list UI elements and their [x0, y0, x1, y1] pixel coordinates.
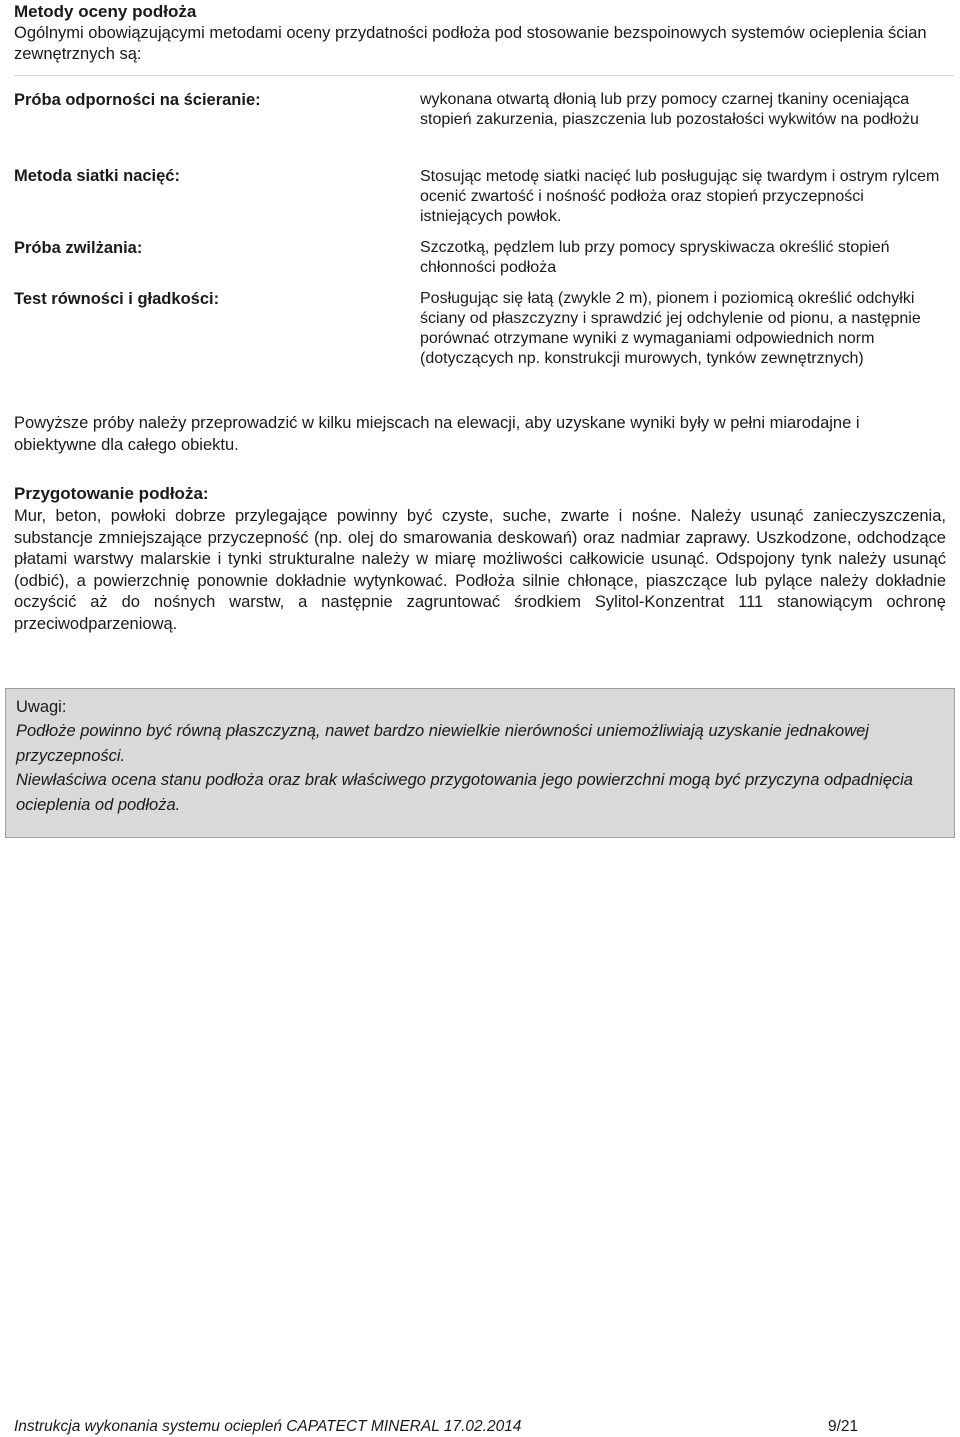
- method-label-flatness: Test równości i gładkości:: [14, 290, 220, 308]
- notes-title: Uwagi:: [16, 698, 67, 716]
- notes-box: [5, 688, 955, 838]
- section-heading: Metody oceny podłoża: [14, 2, 197, 21]
- method-description-cut-grid: Stosując metodę siatki nacięć lub posługując się twardym i ostrym rylcem ocenić zwartość i nośność podłoża oraz stopień przyczepności istniejących powłok.: [420, 168, 940, 225]
- method-description-abrasion: wykonana otwartą dłonią lub przy pomocy czarnej tkaniny oceniająca stopień zakurzenia, piaszczenia lub pozostałości wykwitów na podłożu: [420, 91, 919, 128]
- footer-document-title: Instrukcja wykonania systemu ociepleń CAPATECT MINERAL 17.02.2014: [14, 1418, 522, 1435]
- method-description-flatness: Posługując się łatą (zwykle 2 m), pionem i poziomicą określić odchyłki ściany od płaszczyzny i sprawdzić jej odchylenie od pionu, a następnie porównać otrzymane wyniki z wymaganiami odpowiednich norm (dotyczących np. konstrukcji murowych, tynków zewnętrznych): [420, 290, 921, 367]
- method-label-wetting: Próba zwilżania:: [14, 239, 143, 257]
- horizontal-divider: [14, 75, 954, 76]
- summary-paragraph: Powyższe próby należy przeprowadzić w kilku miejscach na elewacji, aby uzyskane wyniki były w pełni miarodajne i obiektywne dla całego obiektu.: [14, 414, 860, 454]
- section-intro: Ogólnymi obowiązującymi metodami oceny przydatności podłoża pod stosowanie bezspoinowych systemów ocieplenia ścian zewnętrznych są:: [14, 24, 927, 63]
- method-label-cut-grid: Metoda siatki nacięć:: [14, 167, 180, 185]
- preparation-heading: Przygotowanie podłoża:: [14, 484, 209, 503]
- footer-page-number: 9/21: [828, 1418, 859, 1435]
- method-description-wetting: Szczotką, pędzlem lub przy pomocy spryskiwacza określić stopień chłonności podłoża: [420, 239, 890, 276]
- note-line: Niewłaściwa ocena stanu podłoża oraz brak właściwego przygotowania jego powierzchni mogą być przyczyna odpadnięcia ocieplenia od podłoża.: [16, 771, 913, 814]
- note-line: Podłoże powinno być równą płaszczyzną, nawet bardzo niewielkie nierówności uniemożliwiają uzyskanie jednakowej przyczepności.: [16, 722, 869, 765]
- method-label-abrasion: Próba odporności na ścieranie:: [14, 91, 261, 109]
- preparation-paragraph: Mur, beton, powłoki dobrze przylegające powinny być czyste, suche, zwarte i nośne. Należy usunąć zanieczyszczenia, substancje zmniejszające przyczepność (np. olej do smarowania deskowań) oraz nadmiar zaprawy. Uszkodzone, odchodzące płatami warstwy malarskie i tynki strukturalne należy w miarę możliwości całkowicie usunąć. Odspojony tynk należy usunąć (odbić), a powierzchnię ponownie dokładnie wytynkować. Podłoża silnie chłonące, piaszczące lub pylące należy dokładnie oczyścić aż do nośnych warstw, a następnie zagruntować środkiem Sylitol-Konzentrat 111 stanowiącym ochronę przeciwodparzeniową.: [14, 507, 946, 633]
- notes-content: [16, 719, 946, 817]
